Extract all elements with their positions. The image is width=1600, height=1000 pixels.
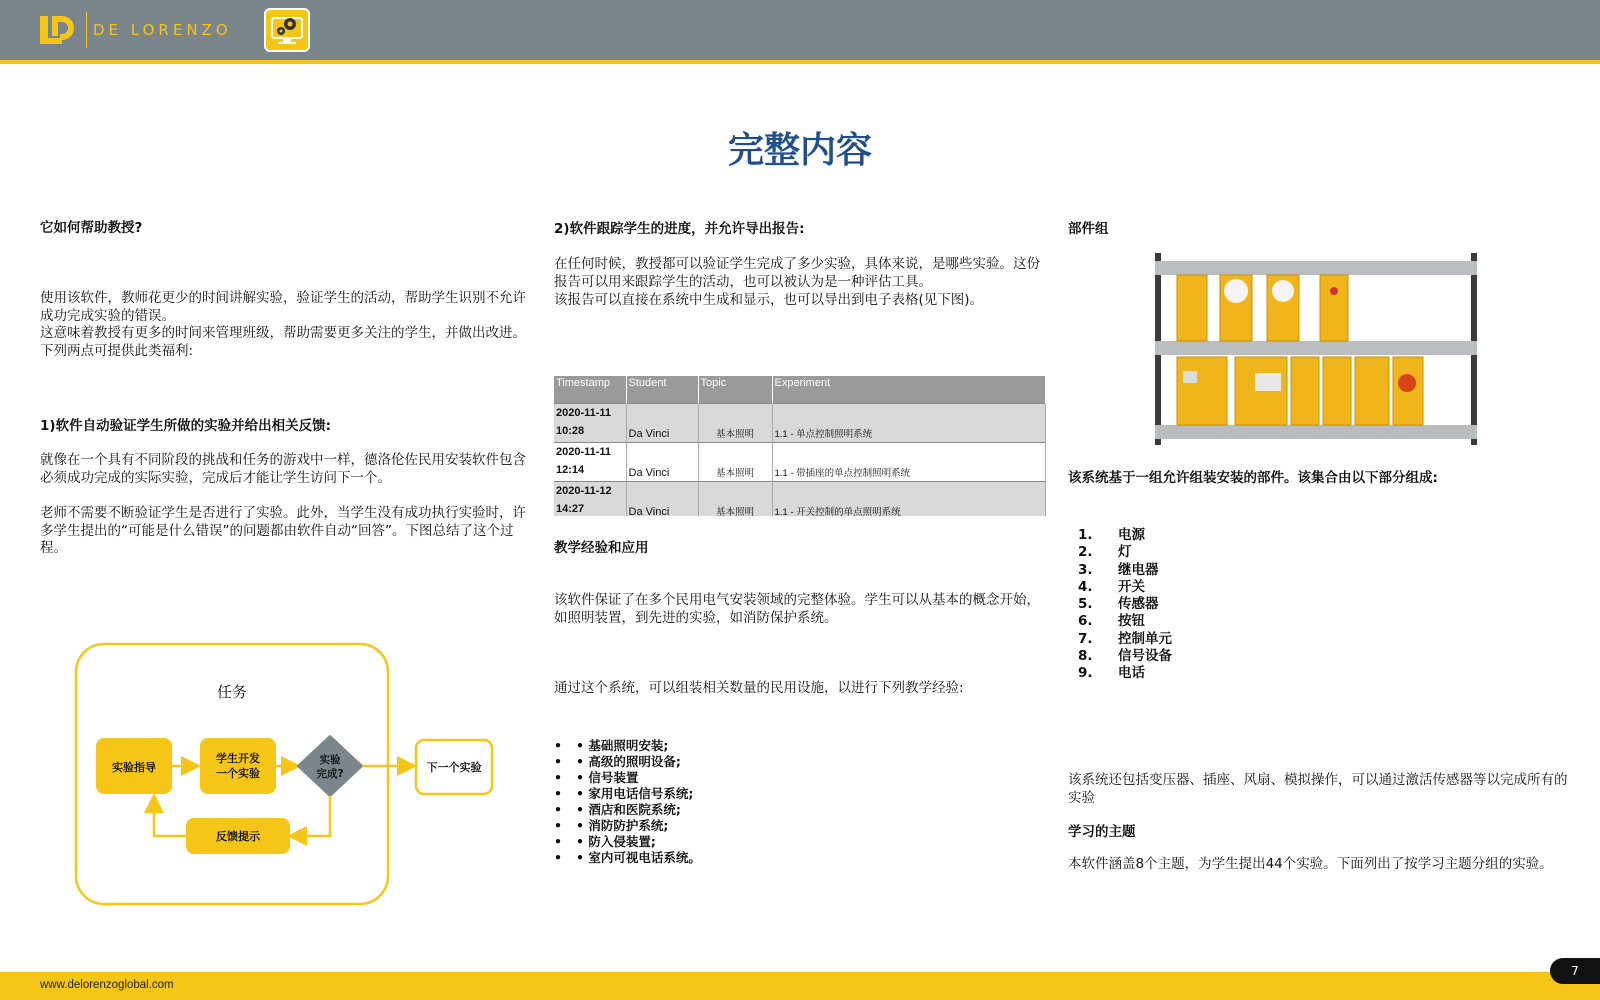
flow-box-student-line1: 学生开发 bbox=[216, 752, 260, 765]
middle-paragraph-4: 通过这个系统，可以组装相关数量的民用设施，以进行下列教学经验: bbox=[554, 680, 964, 696]
left-heading: 它如何帮助教授? bbox=[40, 220, 143, 236]
list-item: 7. 控制单元 bbox=[1078, 630, 1172, 647]
right-paragraph-2: 该系统还包括变压器、插座、风扇、模拟操作，可以通过激活传感器等以完成所有的实验 bbox=[1068, 772, 1568, 806]
middle-paragraph-2: 该报告可以直接在系统中生成和显示，也可以导出到电子表格(见下图)。 bbox=[554, 292, 984, 308]
left-paragraph-4: 老师不需要不断验证学生是否进行了实验。此外，当学生没有成功执行实验时，许多学生提出的“可能是什么错误”的问题都由软件自动“回答”。下图总结了这个过程。 bbox=[40, 505, 526, 556]
row-experiment: 1.1 - 开关控制的单点照明系统 bbox=[772, 481, 1046, 516]
list-item: 1. 电源 bbox=[1078, 527, 1145, 543]
col-header-timestamp: Timestamp bbox=[554, 376, 626, 403]
delorenzo-logo-icon bbox=[38, 14, 80, 46]
footer-bar bbox=[0, 972, 1600, 1000]
list-item: • • 家用电话信号系统; bbox=[554, 786, 694, 801]
gear-monitor-icon bbox=[264, 8, 310, 52]
top-banner bbox=[0, 0, 1600, 60]
process-flowchart bbox=[74, 642, 504, 907]
flow-box-student bbox=[200, 738, 276, 794]
row-experiment: 1.1 - 单点控制照明系统 bbox=[772, 403, 1046, 442]
point2-heading: 2)软件跟踪学生的进度，并允许导出报告: bbox=[554, 221, 805, 237]
point1-heading: 1)软件自动验证学生所做的实验并给出相关反馈: bbox=[40, 418, 331, 434]
component-panel-photo bbox=[1155, 253, 1477, 445]
list-item: 5. 传感器 bbox=[1078, 596, 1159, 613]
list-item: • • 高级的照明设备; bbox=[554, 754, 681, 769]
middle-paragraph-1: 在任何时候，教授都可以验证学生完成了多少实验，具体来说，是哪些实验。这份报告可以用来跟踪学生的活动，也可以被认为是一种评估工具。 bbox=[554, 256, 1040, 290]
left-paragraph-2: 这意味着教授有更多的时间来管理班级，帮助需要更多关注的学生，并做出改进。下列两点可提供此类福利: bbox=[40, 325, 526, 359]
flow-box-feedback-label: 反馈提示 bbox=[216, 830, 260, 843]
flow-decision-line1: 实验 bbox=[319, 754, 341, 766]
flow-box-guide-label: 实验指导 bbox=[112, 761, 156, 774]
logo-divider bbox=[86, 12, 87, 48]
table-row bbox=[554, 481, 1046, 516]
flow-decision bbox=[298, 736, 362, 796]
row-topic: 基本照明 bbox=[698, 442, 772, 481]
section-heading-teaching: 教学经验和应用 bbox=[554, 540, 649, 556]
page-number: 7 bbox=[1550, 958, 1600, 984]
progress-report-table bbox=[554, 376, 1046, 516]
list-item: • • 信号装置 bbox=[554, 770, 639, 785]
row-student: Da Vinci bbox=[626, 442, 698, 481]
left-paragraph-3: 就像在一个具有不同阶段的挑战和任务的游戏中一样，德洛伦佐民用安装软件包含必须成功完成的实际实验，完成后才能让学生访问下一个。 bbox=[40, 452, 526, 486]
right-paragraph-1: 该系统基于一组允许组装安装的部件。该集合由以下部分组成: bbox=[1068, 470, 1438, 486]
list-item: 9. 电话 bbox=[1078, 665, 1145, 682]
row-topic: 基本照明 bbox=[698, 481, 772, 516]
table-row bbox=[554, 403, 1046, 442]
row-time: 14:27 bbox=[556, 502, 585, 515]
middle-paragraph-3: 该软件保证了在多个民用电气安装领域的完整体验。学生可以从基本的概念开始，如照明装置，到先进的实验，如消防保护系统。 bbox=[554, 592, 1040, 626]
page-title: 完整内容 bbox=[727, 130, 872, 171]
col-header-experiment: Experiment bbox=[772, 376, 1046, 403]
row-time: 12:14 bbox=[556, 463, 585, 476]
row-student: Da Vinci bbox=[626, 481, 698, 516]
left-paragraph-1: 使用该软件，教师花更少的时间讲解实验，验证学生的活动，帮助学生识别不允许成功完成实验的错误。 bbox=[40, 290, 526, 324]
flow-box-next-label: 下一个实验 bbox=[426, 761, 482, 774]
col-header-student: Student bbox=[626, 376, 698, 403]
right-heading: 部件组 bbox=[1068, 221, 1109, 237]
flow-box-student-line2: 一个实验 bbox=[216, 767, 260, 780]
component-list bbox=[1078, 527, 1172, 683]
list-item: 3. 继电器 bbox=[1078, 561, 1159, 578]
row-time: 10:28 bbox=[556, 424, 585, 437]
banner-accent-line bbox=[0, 60, 1600, 64]
list-item: • • 基础照明安装; bbox=[554, 738, 669, 753]
list-item: 6. 按钮 bbox=[1078, 613, 1145, 630]
brand-wordmark: DE LORENZO bbox=[93, 21, 232, 39]
row-experiment: 1.1 - 带插座的单点控制照明系统 bbox=[772, 442, 1046, 481]
row-date: 2020-11-11 bbox=[556, 406, 612, 419]
col-header-topic: Topic bbox=[698, 376, 772, 403]
right-paragraph-3: 本软件涵盖8个主题，为学生提出44个实验。下面列出了按学习主题分组的实验。 bbox=[1068, 856, 1553, 872]
row-topic: 基本照明 bbox=[698, 403, 772, 442]
row-date: 2020-11-12 bbox=[556, 484, 612, 497]
row-date: 2020-11-11 bbox=[556, 445, 612, 458]
table-row bbox=[554, 442, 1046, 481]
teaching-experience-list bbox=[554, 738, 701, 866]
list-item: • • 消防防护系统; bbox=[554, 818, 669, 833]
website-link[interactable]: www.delorenzoglobal.com bbox=[40, 979, 174, 991]
flow-title: 任务 bbox=[216, 683, 248, 701]
learning-topics-heading: 学习的主题 bbox=[1068, 824, 1136, 840]
flow-decision-line2: 完成? bbox=[316, 768, 344, 780]
list-item: • • 室内可视电话系统。 bbox=[554, 850, 701, 865]
row-student: Da Vinci bbox=[626, 403, 698, 442]
list-item: 8. 信号设备 bbox=[1078, 648, 1172, 665]
list-item: • • 酒店和医院系统; bbox=[554, 802, 681, 817]
list-item: 2. 灯 bbox=[1078, 544, 1132, 561]
list-item: • • 防入侵装置; bbox=[554, 834, 656, 849]
list-item: 4. 开关 bbox=[1078, 578, 1145, 595]
